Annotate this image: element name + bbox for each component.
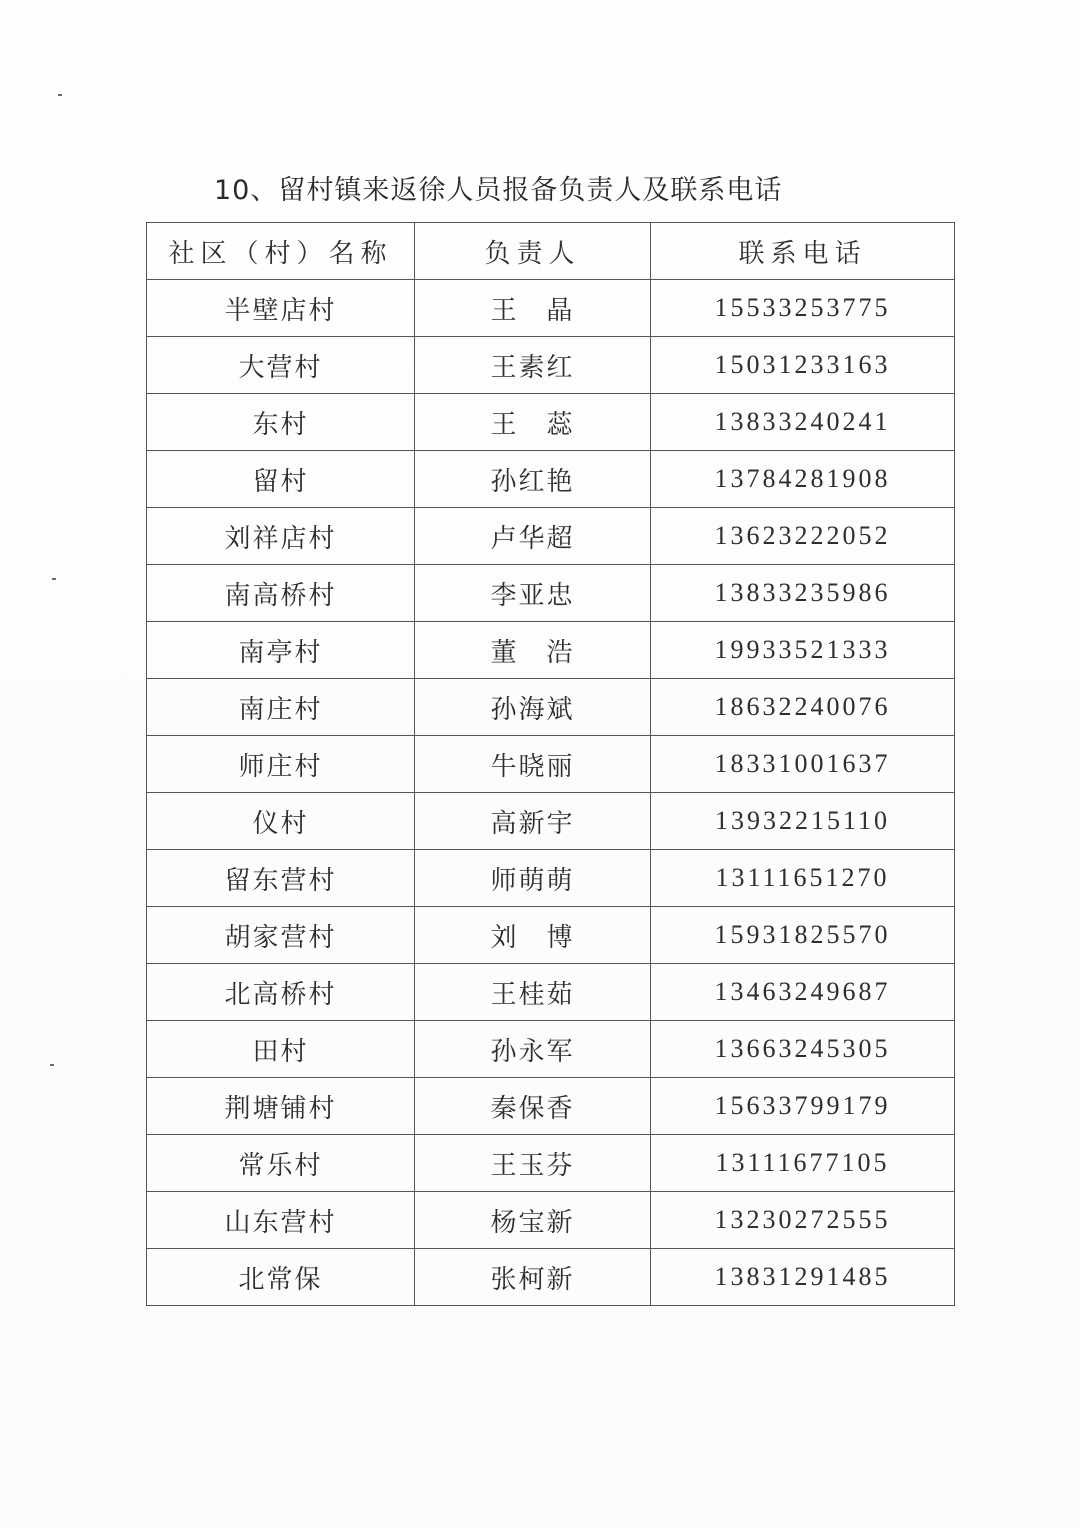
table-row [147, 1135, 955, 1192]
phone-cell: 13833240241 [651, 394, 955, 451]
phone-cell: 15633799179 [651, 1078, 955, 1135]
village-cell: 仪村 [147, 793, 415, 850]
table-row [147, 280, 955, 337]
table-row [147, 736, 955, 793]
table-row [147, 1192, 955, 1249]
village-cell: 常乐村 [147, 1135, 415, 1192]
person-cell: 董 浩 [415, 622, 651, 679]
table-row [147, 337, 955, 394]
table-row [147, 1021, 955, 1078]
village-cell: 大营村 [147, 337, 415, 394]
person-cell: 高新宇 [415, 793, 651, 850]
village-cell: 南高桥村 [147, 565, 415, 622]
table-row [147, 679, 955, 736]
phone-cell: 19933521333 [651, 622, 955, 679]
phone-cell: 13111651270 [651, 850, 955, 907]
person-cell: 卢华超 [415, 508, 651, 565]
village-cell: 留东营村 [147, 850, 415, 907]
person-cell: 王玉芬 [415, 1135, 651, 1192]
village-cell: 师庄村 [147, 736, 415, 793]
phone-cell: 13230272555 [651, 1192, 955, 1249]
village-cell: 田村 [147, 1021, 415, 1078]
village-cell: 南亭村 [147, 622, 415, 679]
phone-cell: 13932215110 [651, 793, 955, 850]
village-cell: 北高桥村 [147, 964, 415, 1021]
phone-cell: 18331001637 [651, 736, 955, 793]
village-cell: 山东营村 [147, 1192, 415, 1249]
table-row [147, 394, 955, 451]
table-header-row [147, 223, 955, 280]
phone-cell: 15031233163 [651, 337, 955, 394]
village-cell: 半壁店村 [147, 280, 415, 337]
person-cell: 刘 博 [415, 907, 651, 964]
table-row [147, 907, 955, 964]
phone-cell: 13784281908 [651, 451, 955, 508]
phone-cell: 13831291485 [651, 1249, 955, 1306]
table-row [147, 793, 955, 850]
table-row [147, 1249, 955, 1306]
person-cell: 王 晶 [415, 280, 651, 337]
phone-cell: 13111677105 [651, 1135, 955, 1192]
phone-cell: 15931825570 [651, 907, 955, 964]
header-phone: 联系电话 [651, 223, 955, 280]
scan-margin-mark [58, 94, 62, 96]
table-row [147, 850, 955, 907]
person-cell: 孙红艳 [415, 451, 651, 508]
table-body [147, 280, 955, 1306]
village-cell: 刘祥店村 [147, 508, 415, 565]
person-cell: 秦保香 [415, 1078, 651, 1135]
table-row [147, 1078, 955, 1135]
person-cell: 孙海斌 [415, 679, 651, 736]
header-village: 社区（村）名称 [147, 223, 415, 280]
person-cell: 孙永军 [415, 1021, 651, 1078]
scan-margin-mark [50, 1064, 54, 1066]
table-row [147, 565, 955, 622]
village-cell: 南庄村 [147, 679, 415, 736]
village-cell: 胡家营村 [147, 907, 415, 964]
table-row [147, 451, 955, 508]
phone-cell: 13463249687 [651, 964, 955, 1021]
phone-cell: 15533253775 [651, 280, 955, 337]
person-cell: 王桂茹 [415, 964, 651, 1021]
person-cell: 王素红 [415, 337, 651, 394]
contact-table [146, 222, 955, 1306]
person-cell: 王 蕊 [415, 394, 651, 451]
person-cell: 张柯新 [415, 1249, 651, 1306]
scan-margin-mark [52, 578, 56, 580]
phone-cell: 13663245305 [651, 1021, 955, 1078]
person-cell: 牛晓丽 [415, 736, 651, 793]
phone-cell: 13833235986 [651, 565, 955, 622]
table-row [147, 622, 955, 679]
header-person: 负责人 [415, 223, 651, 280]
phone-cell: 18632240076 [651, 679, 955, 736]
village-cell: 东村 [147, 394, 415, 451]
village-cell: 北常保 [147, 1249, 415, 1306]
person-cell: 杨宝新 [415, 1192, 651, 1249]
table-row [147, 964, 955, 1021]
person-cell: 李亚忠 [415, 565, 651, 622]
village-cell: 留村 [147, 451, 415, 508]
village-cell: 荆塘铺村 [147, 1078, 415, 1135]
document-title: 10、留村镇来返徐人员报备负责人及联系电话 [214, 175, 783, 206]
table-row [147, 508, 955, 565]
person-cell: 师萌萌 [415, 850, 651, 907]
phone-cell: 13623222052 [651, 508, 955, 565]
